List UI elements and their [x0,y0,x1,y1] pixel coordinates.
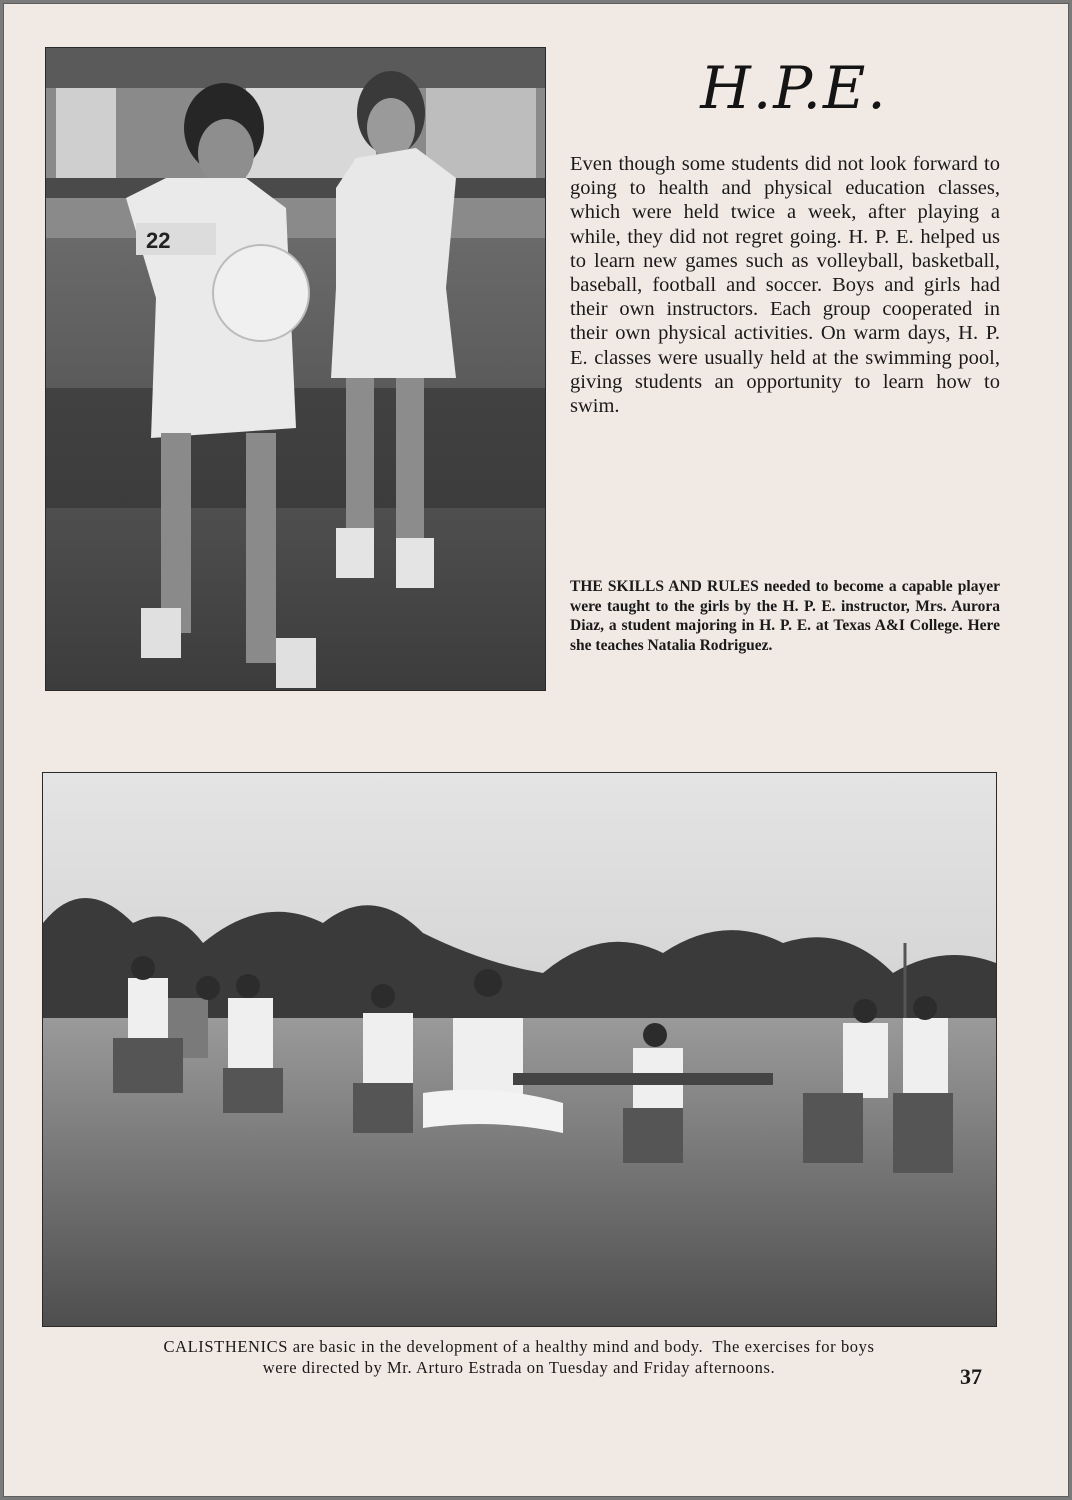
page-number: 37 [960,1364,982,1389]
photo-caption-top: THE SKILLS AND RULES needed to become a capable player were taught to the girls by the H. P. E. instructor, Mrs. Aurora Diaz, a student majoring in H. P. E. at Texas A&I College. Here she teaches Natalia Rodriguez. [570,578,1000,654]
caption-line-2: were directed by Mr. Arturo Estrada on Tuesday and Friday afternoons. [262,1358,776,1377]
yearbook-page [3,3,1069,1497]
girls-volleyball-photo [45,47,546,691]
page-title: H.P.E. [700,54,888,122]
calisthenics-photo [42,772,997,1327]
photo-caption-bottom [34,1336,1004,1378]
article-body: Even though some students did not look forward to going to health and physical education classes, which were held twice a week, after playing a while, they did not regret going. H. P. E. helped us to learn new games such as volleyball, basketball, baseball, football and soccer. Boys and girls had their own instructors. Each group cooperated in their own physical activities. On warm days, H. P. E. classes were usually held at the swimming pool, giving students an opportunity to learn how to swim. [570,153,1000,418]
jersey-number-text: 22 [146,228,171,253]
caption-line-1: CALISTHENICS are basic in the development of a healthy mind and body. The exercises for boys [163,1337,875,1356]
